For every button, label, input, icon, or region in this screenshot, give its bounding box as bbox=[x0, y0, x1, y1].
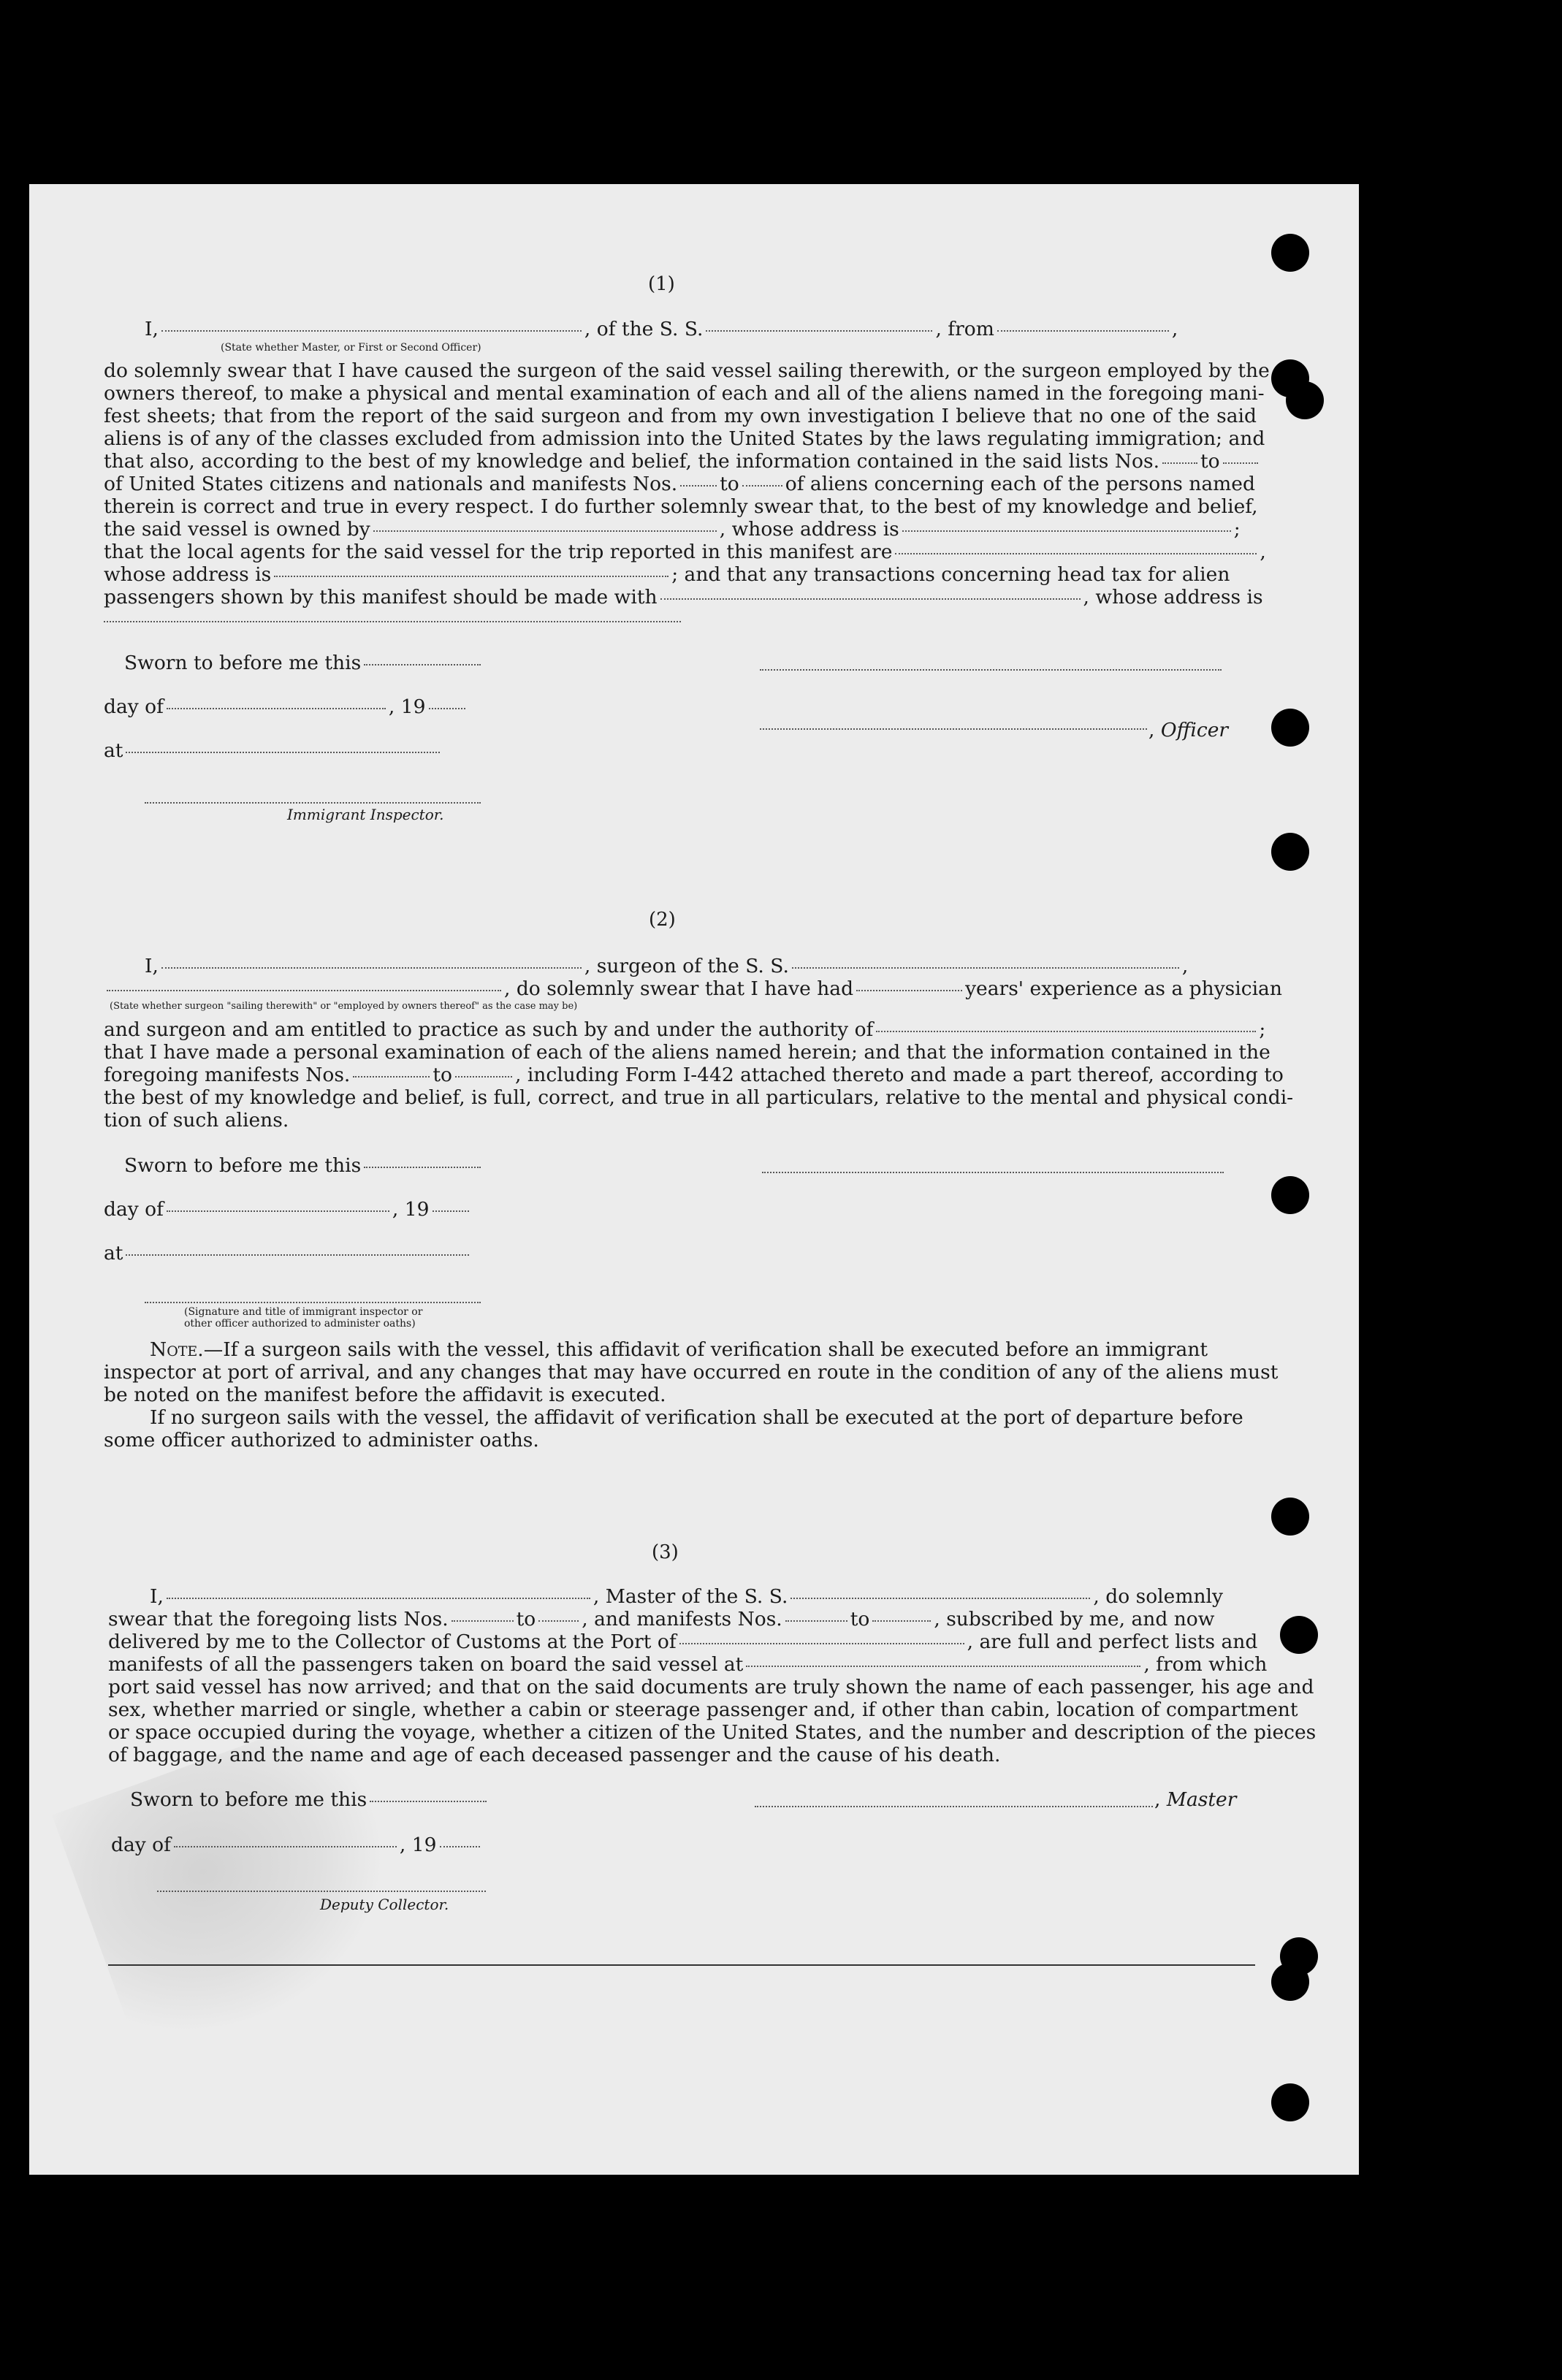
field-port[interactable] bbox=[679, 1643, 964, 1644]
at-line bbox=[104, 1242, 472, 1265]
text: manifests of all the passengers taken on board the said vessel at bbox=[108, 1653, 744, 1676]
field-year[interactable] bbox=[433, 1210, 469, 1212]
field-from-port[interactable] bbox=[997, 330, 1169, 332]
text: day of bbox=[111, 1834, 171, 1856]
field-manifest-from[interactable] bbox=[680, 485, 717, 487]
field-month[interactable] bbox=[167, 1210, 389, 1212]
field-sworn-day[interactable] bbox=[364, 1167, 481, 1168]
note-line: If no surgeon sails with the vessel, the affidavit of verification shall be executed at the port of departure before bbox=[150, 1406, 1243, 1429]
form-page bbox=[29, 184, 1359, 2175]
day-line bbox=[104, 695, 468, 718]
s3-line1 bbox=[150, 1585, 1223, 1608]
punch-hole bbox=[1271, 2083, 1309, 2121]
paragraph-line bbox=[104, 473, 1255, 495]
text: , do solemnly swear that I have had bbox=[504, 977, 854, 1000]
paragraph-line: sex, whether married or single, whether a cabin or steerage passenger and, if other than cabin, location of compartment bbox=[108, 1698, 1298, 1721]
field-hint: (State whether surgeon "sailing therewith" or "employed by owners thereof" as the case may be) bbox=[110, 1001, 578, 1012]
text: Officer bbox=[1160, 719, 1229, 741]
text: to bbox=[433, 1064, 452, 1086]
text: Sworn to before me this bbox=[130, 1788, 367, 1811]
field-manifest-from[interactable] bbox=[353, 1076, 430, 1078]
day-line bbox=[111, 1834, 483, 1856]
paragraph-line: do solemnly swear that I have caused the surgeon of the said vessel sailing therewith, or the surgeon employed by the bbox=[104, 359, 1270, 382]
field-agents-address[interactable] bbox=[274, 576, 668, 577]
field-month[interactable] bbox=[174, 1846, 397, 1847]
field-officer-rank[interactable] bbox=[161, 330, 582, 332]
signature-line[interactable] bbox=[760, 669, 1222, 671]
footer-rule bbox=[108, 1964, 1255, 1966]
text: Sworn to before me this bbox=[124, 1154, 362, 1177]
at-line bbox=[104, 739, 443, 762]
text: at bbox=[104, 739, 123, 762]
field-manifest-from[interactable] bbox=[785, 1620, 847, 1622]
text: ; bbox=[1259, 1018, 1266, 1041]
text: , are full and perfect lists and bbox=[967, 1630, 1258, 1653]
note-line: inspector at port of arrival, and any changes that may have occurred en route in the condition of any of the aliens must bbox=[104, 1361, 1279, 1384]
punch-hole bbox=[1271, 1176, 1309, 1214]
text: of United States citizens and nationals and manifests Nos. bbox=[104, 473, 678, 495]
punch-hole bbox=[1286, 381, 1324, 419]
field-owner-address[interactable] bbox=[902, 530, 1231, 532]
note-line: some officer authorized to administer oaths. bbox=[104, 1429, 539, 1452]
paragraph-line bbox=[104, 586, 1263, 609]
text: delivered by me to the Collector of Customs at the Port of bbox=[108, 1630, 677, 1653]
paragraph-line: therein is correct and true in every respect. I do further solemnly swear that, to the best of my knowledge and belief, bbox=[104, 495, 1258, 518]
text: Master bbox=[1166, 1788, 1237, 1811]
text: passengers shown by this manifest should be made with bbox=[104, 586, 658, 609]
inspector-signature-line[interactable] bbox=[145, 1302, 481, 1303]
section-number: (3) bbox=[652, 1541, 679, 1563]
field-manifest-to[interactable] bbox=[742, 485, 782, 487]
text: foregoing manifests Nos. bbox=[104, 1064, 351, 1086]
text: day of bbox=[104, 1198, 164, 1221]
s3-line4 bbox=[108, 1653, 1267, 1676]
section-number: (2) bbox=[649, 909, 676, 931]
text: , 19 bbox=[392, 1198, 430, 1221]
text: to bbox=[516, 1608, 536, 1630]
paragraph-line bbox=[104, 450, 1261, 473]
text: swear that the foregoing lists Nos. bbox=[108, 1608, 449, 1630]
text: , 19 bbox=[388, 695, 426, 718]
field-place[interactable] bbox=[126, 1254, 469, 1256]
text: , surgeon of the S. S. bbox=[584, 955, 789, 977]
s2-line2 bbox=[104, 977, 1282, 1000]
master-label bbox=[1154, 1788, 1236, 1811]
field-master-name[interactable] bbox=[167, 1598, 590, 1599]
text: , Master of the S. S. bbox=[593, 1585, 788, 1608]
text: day of bbox=[104, 695, 164, 718]
inspector-label: Immigrant Inspector. bbox=[287, 806, 444, 823]
field-ship-name[interactable] bbox=[790, 1598, 1090, 1599]
paragraph-line: or space occupied during the voyage, whether a citizen of the United States, and the number and description of the pieces bbox=[108, 1721, 1317, 1744]
paragraph-line bbox=[104, 518, 1241, 541]
text: to bbox=[850, 1608, 870, 1630]
field-head-tax-address[interactable] bbox=[104, 621, 681, 622]
field-sworn-day[interactable] bbox=[370, 1801, 487, 1802]
text: I, bbox=[145, 318, 159, 340]
text: ; and that any transactions concerning head tax for alien bbox=[671, 563, 1230, 586]
text: I, bbox=[150, 1585, 164, 1608]
field-authority[interactable] bbox=[876, 1031, 1256, 1032]
paragraph-line: aliens is of any of the classes excluded from admission into the United States by the laws regulating immigration; and bbox=[104, 427, 1265, 450]
paragraph-line: fest sheets; that from the report of the said surgeon and from my own investigation I believe that no one of the said bbox=[104, 405, 1257, 427]
text: at bbox=[104, 1242, 123, 1265]
collector-signature-line[interactable] bbox=[157, 1891, 486, 1892]
s3-line2 bbox=[108, 1608, 1214, 1630]
day-line bbox=[104, 1198, 472, 1221]
paragraph-line: of baggage, and the name and age of each deceased passenger and the cause of his death. bbox=[108, 1744, 1001, 1766]
text: and surgeon and am entitled to practice as such by and under the authority of bbox=[104, 1018, 874, 1041]
master-signature-line[interactable] bbox=[755, 1806, 1153, 1807]
punch-hole bbox=[1271, 1498, 1309, 1536]
field-year[interactable] bbox=[429, 708, 465, 709]
s2-line1 bbox=[145, 955, 1188, 977]
paragraph-line: that I have made a personal examination of each of the aliens named herein; and that the information contained in the bbox=[104, 1041, 1270, 1064]
text: ; bbox=[1233, 518, 1241, 541]
signature-line[interactable] bbox=[762, 1172, 1224, 1173]
text: , including Form I-442 attached thereto and made a part thereof, according to bbox=[514, 1064, 1284, 1086]
punch-hole bbox=[1271, 709, 1309, 747]
text: , bbox=[1260, 541, 1266, 563]
text: , whose address is bbox=[719, 518, 899, 541]
text: of aliens concerning each of the persons named bbox=[785, 473, 1255, 495]
field-head-tax-contact[interactable] bbox=[660, 598, 1081, 600]
field-owner[interactable] bbox=[373, 530, 717, 532]
paragraph-line bbox=[104, 541, 1266, 563]
text: , do solemnly bbox=[1093, 1585, 1223, 1608]
text: years' experience as a physician bbox=[965, 977, 1282, 1000]
s3-line3 bbox=[108, 1630, 1257, 1653]
field-manifest-to[interactable] bbox=[872, 1620, 931, 1622]
text: the said vessel is owned by bbox=[104, 518, 370, 541]
field-list-to[interactable] bbox=[538, 1620, 579, 1622]
text: , whose address is bbox=[1083, 586, 1263, 609]
field-ship-name[interactable] bbox=[792, 967, 1179, 969]
sworn-line bbox=[130, 1788, 489, 1811]
text: , of the S. S. bbox=[584, 318, 704, 340]
field-place[interactable] bbox=[126, 752, 440, 753]
paragraph-line bbox=[104, 1064, 1284, 1086]
punch-hole bbox=[1280, 1616, 1318, 1654]
field-manifest-to[interactable] bbox=[455, 1076, 512, 1078]
text: , and manifests Nos. bbox=[582, 1608, 782, 1630]
field-list-from[interactable] bbox=[452, 1620, 514, 1622]
text: , from bbox=[935, 318, 994, 340]
text: —If a surgeon sails with the vessel, this affidavit of verification shall be executed before an immigrant bbox=[203, 1338, 1208, 1361]
text: Sworn to before me this bbox=[124, 652, 362, 674]
field-ship-name[interactable] bbox=[706, 330, 932, 332]
paragraph-line: tion of such aliens. bbox=[104, 1109, 289, 1132]
field-surgeon-name[interactable] bbox=[161, 967, 582, 969]
field-month[interactable] bbox=[167, 708, 386, 709]
paragraph-line: owners thereof, to make a physical and mental examination of each and all of the aliens named in the foregoing mani- bbox=[104, 382, 1265, 405]
text: , 19 bbox=[399, 1834, 437, 1856]
field-surgeon-type[interactable] bbox=[107, 990, 501, 991]
collector-label: Deputy Collector. bbox=[320, 1896, 449, 1913]
text: , from which bbox=[1143, 1653, 1268, 1676]
text: , bbox=[1154, 1788, 1161, 1811]
paragraph-line bbox=[104, 1018, 1265, 1041]
paragraph-line bbox=[104, 563, 1230, 586]
field-local-agents[interactable] bbox=[895, 553, 1257, 554]
note-line bbox=[150, 1338, 1208, 1361]
text: I, bbox=[145, 955, 159, 977]
text: , subscribed by me, and now bbox=[934, 1608, 1215, 1630]
punch-hole bbox=[1271, 833, 1309, 871]
sworn-line bbox=[124, 652, 484, 674]
text: to bbox=[1200, 450, 1220, 473]
officer-label bbox=[1148, 719, 1228, 741]
field-year[interactable] bbox=[440, 1846, 480, 1847]
text: that the local agents for the said vessel for the trip reported in this manifest are bbox=[104, 541, 893, 563]
note-line: be noted on the manifest before the affidavit is executed. bbox=[104, 1384, 666, 1406]
text: to bbox=[720, 473, 739, 495]
signature-hint: (Signature and title of immigrant inspector or bbox=[184, 1306, 423, 1318]
text: whose address is bbox=[104, 563, 272, 586]
section-number: (1) bbox=[648, 273, 675, 295]
sworn-line bbox=[124, 1154, 484, 1177]
field-departure-port[interactable] bbox=[746, 1666, 1140, 1667]
punch-hole bbox=[1271, 234, 1309, 272]
s1-line1 bbox=[145, 318, 1178, 340]
signature-hint: other officer authorized to administer oaths) bbox=[184, 1318, 416, 1330]
note-label: Note. bbox=[150, 1338, 204, 1361]
text: , bbox=[1148, 719, 1155, 741]
field-sworn-day[interactable] bbox=[364, 664, 481, 665]
paragraph-line: the best of my knowledge and belief, is full, correct, and true in all particulars, relative to the mental and physical condi- bbox=[104, 1086, 1294, 1109]
punch-hole bbox=[1271, 1963, 1309, 2001]
text: , bbox=[1171, 318, 1178, 340]
field-list-to[interactable] bbox=[1223, 462, 1258, 464]
field-hint: (State whether Master, or First or Second Officer) bbox=[221, 342, 481, 354]
text: that also, according to the best of my knowledge and belief, the information contained in the said lists Nos. bbox=[104, 450, 1159, 473]
paragraph-line: port said vessel has now arrived; and that on the said documents are truly shown the name of each passenger, his age and bbox=[108, 1676, 1314, 1698]
officer-signature-line[interactable] bbox=[760, 728, 1147, 730]
field-years-experience[interactable] bbox=[856, 990, 962, 991]
field-list-from[interactable] bbox=[1162, 462, 1197, 464]
text: , bbox=[1181, 955, 1189, 977]
